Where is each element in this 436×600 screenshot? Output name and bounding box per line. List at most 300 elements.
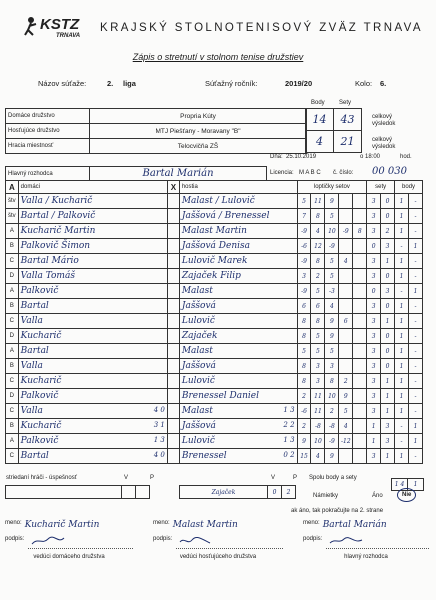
match-row	[6, 299, 423, 314]
match-code: C	[6, 314, 19, 329]
competition-label: Názov súťaže:	[38, 79, 87, 88]
set-score	[353, 239, 367, 254]
set-score: 9	[325, 314, 339, 329]
away-player-name: Malast	[181, 406, 213, 416]
overall-score-table	[305, 108, 362, 153]
set-score	[339, 329, 353, 344]
set-score	[339, 194, 353, 209]
set-score	[339, 284, 353, 299]
body-away: -	[408, 374, 422, 389]
match-x	[167, 299, 179, 314]
match-code: C	[6, 254, 19, 269]
set-score	[339, 269, 353, 284]
set-score: 15	[297, 449, 311, 464]
set-score: 8	[297, 314, 311, 329]
home-player-name: Valla	[20, 361, 43, 371]
body-home: 1	[395, 329, 409, 344]
away-player-name: Lulovič	[181, 436, 215, 446]
match-away-player	[179, 269, 297, 284]
body-away: -	[408, 314, 422, 329]
set-score	[353, 314, 367, 329]
match-home-player	[18, 404, 167, 419]
home-total-sety: 43	[334, 109, 362, 131]
round-value: 6.	[380, 79, 387, 88]
match-away-player	[179, 224, 297, 239]
body-away: -	[408, 254, 422, 269]
away-team-name: MTJ Piešťany - Moravany "B"	[90, 124, 307, 139]
match-row	[6, 344, 423, 359]
sety-away: 0	[381, 344, 395, 359]
match-code: B	[6, 239, 19, 254]
set-score: 10	[311, 434, 325, 449]
match-x	[167, 239, 179, 254]
set-score: 5	[311, 344, 325, 359]
match-away-player	[179, 434, 297, 449]
col-home: domáci	[18, 181, 167, 194]
set-score: 6	[339, 314, 353, 329]
match-row	[6, 194, 423, 209]
home-total-body: 14	[306, 109, 334, 131]
set-score: 5	[297, 194, 311, 209]
sety-away: 1	[381, 314, 395, 329]
body-away: -	[408, 449, 422, 464]
set-score	[353, 209, 367, 224]
sety-away: 0	[381, 359, 395, 374]
body-home: 1	[395, 224, 409, 239]
away-player-name: Malast Martin	[181, 226, 247, 236]
sety-header: Sety	[339, 100, 352, 106]
sety-home: 3	[367, 389, 381, 404]
home-leader-signature-label: podpis:	[5, 536, 25, 542]
away-player-record: 2 2	[283, 421, 295, 429]
away-player-name: Lulovič	[181, 316, 215, 326]
complaint-yes: Áno	[372, 493, 383, 499]
set-score	[339, 239, 353, 254]
set-score: 12	[311, 239, 325, 254]
complaint-no-selected: Nie	[397, 488, 416, 502]
set-score: 5	[325, 254, 339, 269]
set-score	[353, 359, 367, 374]
sub-away-p-label: P	[293, 475, 298, 481]
set-score	[353, 299, 367, 314]
set-score	[339, 449, 353, 464]
set-score: -9	[339, 224, 353, 239]
match-row	[6, 269, 423, 284]
match-away-player	[179, 359, 297, 374]
set-score: 4	[325, 299, 339, 314]
away-player-name: Lulovič Marek	[181, 256, 248, 266]
sety-away: 3	[381, 419, 395, 434]
body-home: -	[395, 284, 409, 299]
sety-away: 1	[381, 404, 395, 419]
time-value: o 18:00	[360, 154, 381, 160]
association-title: KRAJSKÝ STOLNOTENISOVÝ ZVÄZ TRNAVA	[100, 22, 423, 34]
sub-home-v-label: V	[124, 475, 129, 481]
away-leader-signature-label: podpis:	[153, 536, 173, 542]
match-x	[167, 224, 179, 239]
body-away: -	[408, 404, 422, 419]
set-score: 9	[339, 389, 353, 404]
home-player-name: Bartal / Palkovič	[20, 211, 96, 221]
set-score: 8	[353, 224, 367, 239]
set-score: 5	[297, 344, 311, 359]
sety-home: 1	[367, 434, 381, 449]
away-leader-block	[153, 520, 283, 560]
body-header: Body	[311, 100, 325, 106]
match-x	[167, 344, 179, 359]
match-code: C	[6, 374, 19, 389]
col-sety: sety	[367, 181, 395, 194]
set-score	[353, 419, 367, 434]
match-row	[6, 389, 423, 404]
referee-name-label: meno:	[303, 520, 320, 526]
match-away-player	[179, 389, 297, 404]
match-x	[167, 359, 179, 374]
match-home-player	[18, 194, 167, 209]
set-score: -12	[339, 434, 353, 449]
set-score: 6	[311, 299, 325, 314]
logo-text: KSTZ	[40, 16, 80, 33]
match-code: A	[6, 344, 19, 359]
match-x	[167, 269, 179, 284]
match-x	[167, 419, 179, 434]
match-away-player	[179, 344, 297, 359]
match-row	[6, 404, 423, 419]
sety-away: 0	[381, 209, 395, 224]
set-score: 5	[325, 269, 339, 284]
set-score: 3	[311, 374, 325, 389]
match-code: štv	[6, 209, 19, 224]
match-code: B	[6, 359, 19, 374]
home-player-name: Kucharič	[20, 331, 62, 341]
match-home-player	[18, 329, 167, 344]
home-leader-name: Kucharič Martin	[24, 520, 100, 530]
home-leader-block	[5, 520, 133, 560]
match-row	[6, 284, 423, 299]
substitutes-table	[5, 485, 296, 499]
match-home-player	[18, 449, 167, 464]
match-code: B	[6, 299, 19, 314]
match-row	[6, 314, 423, 329]
home-leader-name-label: meno:	[5, 520, 22, 526]
match-row	[6, 209, 423, 224]
home-player-record: 1 3	[153, 436, 165, 444]
sub-home-v	[122, 486, 136, 499]
away-player-name: Lulovič	[181, 376, 215, 386]
complaints-label: Námietky	[313, 493, 339, 499]
license-number-label: č. číslo:	[333, 170, 354, 176]
referee-signature-label: podpis:	[303, 536, 323, 542]
body-home: 1	[395, 254, 409, 269]
match-away-player	[179, 299, 297, 314]
away-player-name: Brenessel Daniel	[181, 391, 259, 401]
match-x	[167, 434, 179, 449]
col-sets: loptičky setov	[297, 181, 367, 194]
match-home-player	[18, 254, 167, 269]
set-score	[339, 344, 353, 359]
set-score: 2	[297, 389, 311, 404]
match-row	[6, 434, 423, 449]
set-score: 2	[339, 374, 353, 389]
set-score: -8	[311, 419, 325, 434]
match-away-player	[179, 314, 297, 329]
venue-name: Telocvičňa ZŠ	[90, 139, 307, 154]
match-row	[6, 254, 423, 269]
set-score: 3	[325, 359, 339, 374]
body-away: -	[408, 194, 422, 209]
season-value: 2019/20	[285, 79, 313, 88]
overall-result-label-home: celkový výsledok	[372, 114, 396, 127]
competition-value: 2.	[107, 79, 114, 88]
set-score: 11	[311, 404, 325, 419]
set-score: 6	[297, 299, 311, 314]
set-score: 4	[339, 419, 353, 434]
set-score: 5	[325, 344, 339, 359]
set-score: 8	[325, 374, 339, 389]
sety-away: 3	[381, 434, 395, 449]
body-home: 1	[395, 344, 409, 359]
sub-home-name	[6, 486, 122, 499]
set-score	[339, 299, 353, 314]
body-home: 1	[395, 299, 409, 314]
match-away-player	[179, 254, 297, 269]
set-score: 8	[297, 359, 311, 374]
sety-away: 1	[381, 449, 395, 464]
referee-block	[303, 520, 429, 560]
sety-home: 3	[367, 329, 381, 344]
set-score: 8	[297, 329, 311, 344]
home-player-name: Palkovič	[20, 286, 59, 296]
set-score: 3	[297, 269, 311, 284]
set-score: 2	[297, 419, 311, 434]
match-x	[167, 404, 179, 419]
home-player-name: Valla	[20, 316, 43, 326]
overall-result-label-away: celkový výsledok	[372, 137, 396, 150]
set-score: 5	[339, 404, 353, 419]
away-player-name: Jaššová	[181, 301, 216, 311]
total-label: Spolu body a sety	[309, 475, 357, 481]
match-away-player	[179, 329, 297, 344]
sety-away: 0	[381, 194, 395, 209]
set-score: -9	[297, 224, 311, 239]
body-away: 1	[408, 239, 422, 254]
sety-away: 1	[381, 374, 395, 389]
sub-away-name: Zajaček	[180, 486, 268, 499]
sety-home: 3	[367, 359, 381, 374]
set-score: -9	[325, 434, 339, 449]
match-away-player	[179, 194, 297, 209]
date-label: Dňa:	[270, 154, 283, 160]
match-x	[167, 194, 179, 209]
match-x	[167, 284, 179, 299]
referee-name: Bartal Marián	[90, 167, 267, 181]
set-score: 7	[297, 209, 311, 224]
sety-home: 3	[367, 449, 381, 464]
date-value: 25.10.2019	[286, 154, 317, 160]
sety-home: 3	[367, 404, 381, 419]
away-player-name: Zajaček Filip	[181, 271, 241, 281]
set-score	[353, 284, 367, 299]
sety-home: 3	[367, 224, 381, 239]
body-away: 1	[408, 434, 422, 449]
sub-home-p-label: P	[150, 475, 155, 481]
sety-away: 0	[381, 299, 395, 314]
set-score: -6	[297, 239, 311, 254]
away-player-name: Jaššová	[181, 421, 216, 431]
league-label: liga	[123, 79, 136, 88]
away-leader-name: Malast Martin	[172, 520, 238, 530]
time-unit: hod.	[400, 154, 412, 160]
home-player-name: Bartal Mário	[20, 256, 79, 266]
home-team-name: Propria Kúty	[90, 109, 307, 124]
set-score: 4	[311, 224, 325, 239]
match-away-player	[179, 374, 297, 389]
set-score: 5	[325, 209, 339, 224]
match-row	[6, 419, 423, 434]
set-score	[353, 194, 367, 209]
body-away: -	[408, 359, 422, 374]
home-leader-signature	[28, 536, 133, 549]
body-home: -	[395, 239, 409, 254]
set-score: -9	[297, 284, 311, 299]
set-score	[353, 449, 367, 464]
match-away-player	[179, 284, 297, 299]
body-away: -	[408, 269, 422, 284]
home-player-record: 4 0	[153, 406, 165, 414]
set-score: 4	[311, 449, 325, 464]
body-home: 1	[395, 314, 409, 329]
logo-subtext: TRNAVA	[56, 33, 81, 39]
match-code: C	[6, 449, 19, 464]
set-score: 2	[325, 404, 339, 419]
set-score: 9	[325, 449, 339, 464]
sety-home: 3	[367, 194, 381, 209]
total-body: 1	[408, 479, 424, 491]
home-leader-title: vedúci domáceho družstva	[33, 554, 105, 560]
sety-away: 0	[381, 329, 395, 344]
match-away-player	[179, 404, 297, 419]
home-team-label: Domáce družstvo	[6, 109, 90, 124]
season-label: Súťažný ročník:	[205, 79, 258, 88]
set-score: 9	[325, 194, 339, 209]
home-player-record: 3 1	[153, 421, 165, 429]
sub-gap	[150, 486, 180, 499]
match-home-player	[18, 374, 167, 389]
match-home-player	[18, 284, 167, 299]
sety-home: 3	[367, 314, 381, 329]
match-row	[6, 374, 423, 389]
license-number: 00 030	[372, 166, 407, 177]
match-home-player	[18, 209, 167, 224]
set-score	[339, 359, 353, 374]
away-leader-name-label: meno:	[153, 520, 170, 526]
set-score: 5	[311, 329, 325, 344]
home-player-name: Kucharič	[20, 376, 62, 386]
match-home-player	[18, 419, 167, 434]
body-home: 1	[395, 269, 409, 284]
match-x	[167, 254, 179, 269]
set-score: 5	[311, 284, 325, 299]
match-x	[167, 329, 179, 344]
match-table	[5, 180, 423, 464]
sety-home: 3	[367, 374, 381, 389]
body-away: -	[408, 389, 422, 404]
match-x	[167, 374, 179, 389]
set-score: 11	[311, 389, 325, 404]
away-total-body: 4	[306, 131, 334, 153]
set-score: -3	[325, 284, 339, 299]
set-score: 8	[297, 374, 311, 389]
sety-away: 2	[381, 224, 395, 239]
match-row	[6, 449, 423, 464]
match-code: D	[6, 329, 19, 344]
sety-away: 1	[381, 254, 395, 269]
away-leader-title: vedúci hosťujúceho družstva	[179, 554, 257, 560]
body-away: -	[408, 209, 422, 224]
home-player-name: Bartal	[20, 346, 49, 356]
body-home: 1	[395, 359, 409, 374]
match-home-player	[18, 299, 167, 314]
set-score: 8	[311, 254, 325, 269]
match-home-player	[18, 389, 167, 404]
set-score: 8	[311, 209, 325, 224]
set-score: -9	[325, 239, 339, 254]
document-subtitle: Zápis o stretnutí v stolnom tenise družstiev	[132, 52, 304, 62]
total-sety: 1 4	[392, 479, 408, 491]
sub-away-p: 2	[282, 486, 296, 499]
license-classes: M A B C	[299, 170, 321, 176]
match-x	[167, 209, 179, 224]
match-away-player	[179, 209, 297, 224]
body-home: 1	[395, 389, 409, 404]
match-home-player	[18, 224, 167, 239]
col-body: body	[395, 181, 423, 194]
match-x	[167, 314, 179, 329]
set-score: 10	[325, 224, 339, 239]
body-away: 1	[408, 419, 422, 434]
sety-home: 0	[367, 239, 381, 254]
away-player-record: 1 3	[283, 406, 295, 414]
away-player-name: Jaššová Denisa	[181, 241, 250, 251]
match-row	[6, 224, 423, 239]
referee-label: Hlavný rozhodca	[6, 167, 90, 181]
match-x	[167, 389, 179, 404]
home-player-name: Kucharič	[20, 421, 62, 431]
col-away: hostia	[179, 181, 297, 194]
away-total-sety: 21	[334, 131, 362, 153]
kstz-logo	[22, 14, 98, 40]
match-code: A	[6, 434, 19, 449]
home-player-name: Valla / Kucharič	[20, 196, 93, 206]
body-home: 1	[395, 449, 409, 464]
match-home-player	[18, 434, 167, 449]
match-x	[167, 449, 179, 464]
away-player-name: Jaššová	[181, 361, 216, 371]
home-player-record: 4 0	[153, 451, 165, 459]
body-away: -	[408, 344, 422, 359]
referee-row	[5, 166, 267, 181]
referee-signature-name: Bartal Marián	[322, 520, 387, 530]
match-home-player	[18, 269, 167, 284]
sety-home: 3	[367, 299, 381, 314]
away-player-name: Malast	[181, 346, 213, 356]
body-away: -	[408, 299, 422, 314]
sety-home: 3	[367, 254, 381, 269]
match-code: D	[6, 269, 19, 284]
home-signature-scribble	[28, 536, 68, 546]
set-score: 8	[311, 314, 325, 329]
substitutes-label: striedaní hráči - úspešnosť	[6, 475, 77, 481]
